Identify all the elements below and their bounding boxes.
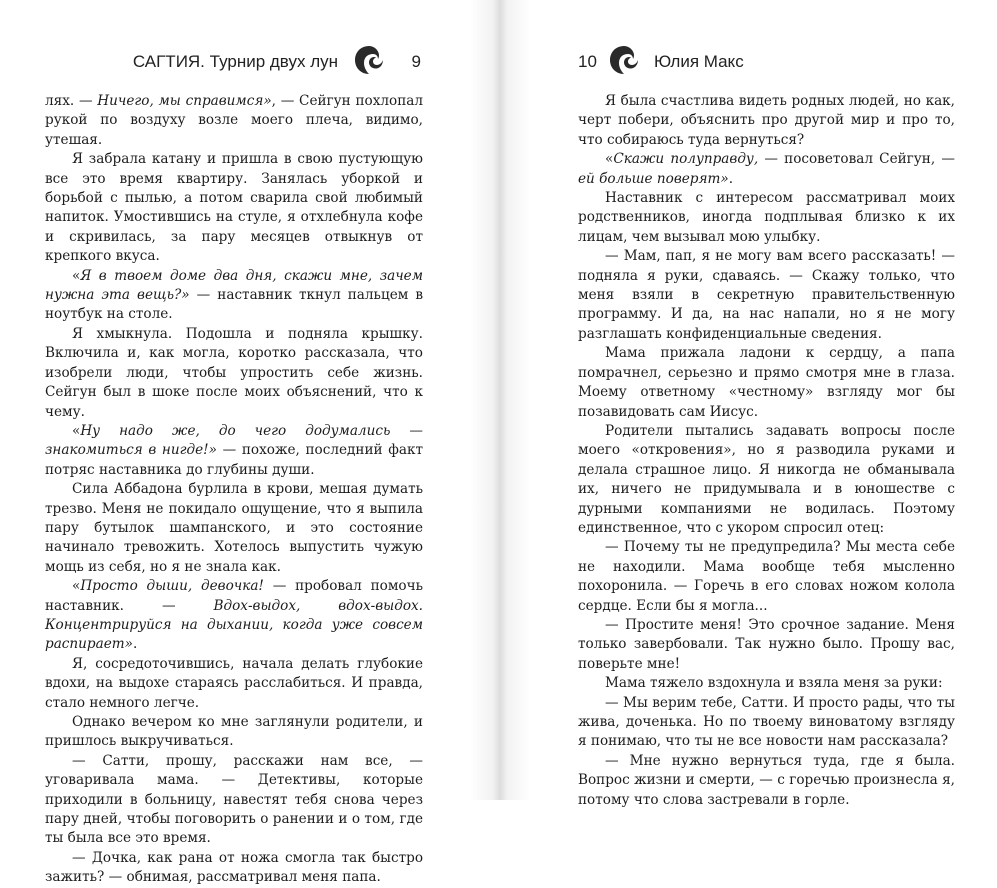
italic-text: Ну надо же, до чего додумались — знакомиться в нигде!» [45, 422, 423, 459]
right-page-number: 10 [578, 52, 597, 71]
paragraph [45, 92, 423, 150]
right-running-header [578, 44, 955, 84]
paragraph [578, 150, 955, 189]
paragraph [45, 480, 423, 577]
text-run: Я забрала катану и пришла в свою пустующую все это время квартиру. Занялась уборкой и борьбой с пылью, а потом сварила свой любимый напиток. Умостившись на стуле, я отхлебнула кофе и скривилась, за пару месяцев отвыкнув от крепкого вкуса. [45, 151, 423, 265]
text-run: — Мы верим тебе, Сатти. И просто рады, что ты жива, доченька. Но по твоему виноватому взгляду я понимаю, что ты не все новости нам рассказала? [578, 694, 955, 750]
left-page-number: 9 [411, 52, 421, 71]
text-run: . [133, 636, 138, 653]
paragraph [45, 325, 423, 422]
paragraph [578, 247, 955, 344]
text-run: « [605, 151, 614, 168]
text-run: — Дочка, как рана от ножа смогла так быстро зажить? — обнимая, рассматривал меня папа. [45, 849, 423, 886]
swirl-logo-icon [353, 44, 385, 76]
paragraph [578, 694, 955, 752]
right-page [578, 0, 955, 808]
italic-text: Скажи полуправду, [613, 151, 759, 168]
text-run: , — Сейгун похлопал рукой по воздуху возле моего плеча, видимо, утешая. [45, 93, 423, 148]
paragraph [578, 344, 955, 422]
paragraph [45, 150, 423, 266]
paragraph [578, 674, 955, 693]
text-run: — похоже, последний факт потряс наставника до глубины души. [45, 442, 423, 478]
paragraph [45, 422, 423, 480]
text-run: — посоветовал Сейгун, — [758, 151, 955, 168]
text-run: Сила Аббадона бурлила в крови, мешая думать трезво. Меня не покидало ощущение, что я выпила пару бутылок шампанского, и это состояние начинало тревожить. Хотелось выпустить чужую мощь из себя, но я не знала как. [45, 481, 423, 575]
left-running-header [45, 44, 423, 84]
paragraph [45, 267, 423, 325]
paragraph [45, 849, 423, 888]
text-run: — наставник ткнул пальцем в ноутбук на столе. [45, 287, 423, 323]
italic-text: ей больше поверят» [578, 170, 729, 187]
paragraph [45, 577, 423, 655]
text-run: « [72, 267, 81, 284]
text-run: Однако вечером ко мне заглянули родители, и пришлось выкручиваться. [45, 714, 423, 750]
text-run: — Мне нужно вернуться туда, где я была. Вопрос жизни и смерти, — с горечью произнесла я, потому что слова застревали в горле. [578, 752, 955, 808]
paragraph [578, 752, 955, 810]
text-run: Я, сосредоточившись, начала делать глубокие вдохи, на выдохе стараясь расслабиться. И правда, стало немного легче. [45, 655, 423, 711]
italic-text: Ничего, мы справимся» [97, 93, 272, 109]
italic-text: Я в твоем доме два дня, скажи мне, зачем нужна эта вещь?» [45, 267, 423, 304]
text-run: « [72, 578, 81, 595]
text-run: лях. — [45, 93, 98, 109]
text-run: — пробовал помочь наставник. — [45, 578, 424, 614]
paragraph [578, 616, 955, 674]
text-run: Наставник с интересом рассматривал моих родственников, иногда подплывая близко к их лицам, чем вызывал мою улыбку. [578, 190, 955, 245]
text-run: Я была счастлива видеть родных людей, но как, черт побери, объяснить про другой мир и про то, что собираюсь туда вернуться? [578, 93, 955, 148]
text-run: Я хмыкнула. Подошла и подняла крышку. Включила и, как могла, коротко рассказала, что изобрели люди, чтобы упростить себе жизнь. Сейгун был в шоке после моих объяснений, что к чему. [45, 325, 423, 420]
paragraph [45, 713, 423, 752]
left-page [45, 0, 424, 886]
italic-text: Просто дыши, девочка! [80, 578, 264, 595]
paragraph [578, 92, 955, 150]
book-gutter [470, 0, 530, 800]
italic-text: Вдох-выдох, вдох-выдох. Концентрируйся на дыхании, когда уже совсем распирает» [45, 597, 423, 653]
text-run: — Сатти, прошу, расскажи нам все, — уговаривала мама. — Детективы, которые приходили в больницу, навестят тебя снова через пару дней, чтобы поговорить о ранении и о том, где ты была все это время. [45, 752, 423, 847]
paragraph [578, 538, 955, 616]
right-page-text [578, 92, 955, 810]
paragraph [45, 752, 423, 849]
text-run: « [72, 422, 81, 439]
text-run: Родители пытались задавать вопросы после моего «откровения», но я разводила руками и делала страшное лицо. Я никогда не обманывала их, ничего не придумывала и в юношестве с дурными компаниями не водилась. Поэтому единственное, что с укором спросил отец: [578, 422, 955, 536]
text-run: Мама тяжело вздохнула и взяла меня за руки: [605, 675, 943, 692]
paragraph [578, 422, 955, 538]
text-run: Мама прижала ладони к сердцу, а папа помрачнел, серьезно и прямо смотря мне в глаза. Моему ответному «честному» взгляду мог бы позавидовать сам Иисус. [578, 345, 955, 420]
left-header-title: САГТИЯ. Турнир двух лун [132, 52, 338, 71]
text-run: . [728, 170, 734, 187]
right-header-title: Юлия Макс [654, 52, 744, 71]
text-run: — Почему ты не предупредила? Мы места себе не находили. Мама вообще тебя мысленно похоронила. — Горечь в его словах ножом колола сердце. Если бы я могла... [578, 539, 955, 614]
swirl-logo-icon [608, 44, 640, 76]
left-page-text [45, 92, 423, 888]
paragraph [45, 655, 423, 713]
paragraph [578, 189, 955, 247]
text-run: — Простите меня! Это срочное задание. Меня только завербовали. Так нужно было. Прошу вас, поверьте мне! [578, 616, 955, 672]
text-run: — Мам, пап, я не могу вам всего рассказать! — подняла я руки, сдаваясь. — Скажу только, что меня взяли в секретную правительственную программу. И да, на нас напали, но я не могу разглашать конфиденциальные сведения. [578, 248, 955, 342]
